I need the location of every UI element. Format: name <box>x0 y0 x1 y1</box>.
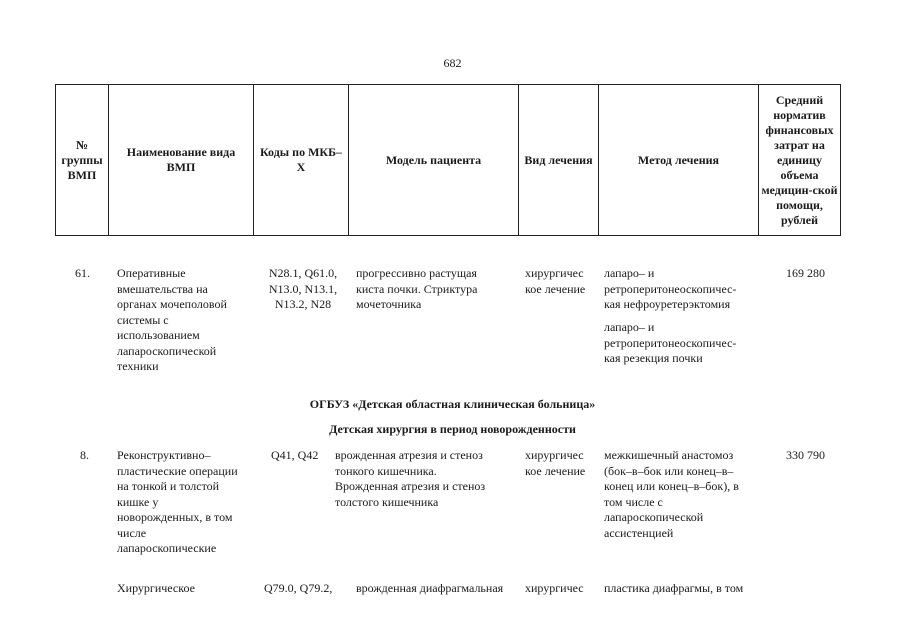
subsection-title: Детская хирургия в период новорожденности <box>329 422 576 436</box>
section-title: ОГБУЗ «Детская областная клиническая больница» <box>309 397 596 411</box>
row-average-cost: 330 790 <box>786 448 825 462</box>
header-treatment-type: Вид лечения <box>519 85 599 236</box>
row-vmp-name: Реконструктивно– пластические операции на тонкой и толстой кишке у новорожденных, в том числе лапароскопические <box>117 448 238 555</box>
row-vmp-name: Хирургическое <box>117 581 195 595</box>
row-treatment-type: хирургичес кое лечение <box>525 448 586 478</box>
row-treatment-method: межкишечный анастомоз (бок–в–бок или конец–в– конец или конец–в–бок), в том числе с лапароскопической ассистенцией <box>604 448 739 540</box>
row-mkb-codes: N28.1, Q61.0, N13.0, N13.1, N13.2, N28 <box>268 266 338 311</box>
row-treatment-type: хирургичес кое лечение <box>525 266 586 296</box>
row-treatment-type: хирургичес <box>525 581 584 595</box>
header-patient-model: Модель пациента <box>349 85 519 236</box>
header-group-number: № группы ВМП <box>56 85 109 236</box>
table-header <box>55 84 841 236</box>
row-average-cost: 169 280 <box>786 266 825 280</box>
row-treatment-method: лапаро– и ретроперитонеоскопичес- кая резекция почки <box>604 320 737 365</box>
header-treatment-method: Метод лечения <box>599 85 759 236</box>
row-vmp-name: Оперативные вмешательства на органах мочеполовой системы с использованием лапароскопической техники <box>117 266 227 373</box>
row-treatment-method: пластика диафрагмы, в том <box>604 581 744 595</box>
row-mkb-codes: Q79.0, Q79.2, <box>264 581 333 595</box>
row-patient-model: врожденная диафрагмальная <box>356 581 504 595</box>
header-vmp-name: Наименование вида ВМП <box>109 85 254 236</box>
page-number: 682 <box>443 56 462 70</box>
header-mkb-codes: Коды по МКБ–X <box>254 85 349 236</box>
row-treatment-method: лапаро– и ретроперитонеоскопичес- кая нефроуретерэктомия <box>604 266 737 311</box>
row-group-number: 61. <box>75 266 90 280</box>
header-average-cost: Средний норматив финансовых затрат на единицу объема медицин-ской помощи, рублей <box>759 85 841 236</box>
row-group-number: 8. <box>80 448 89 462</box>
row-patient-model: врожденная атрезия и стеноз тонкого кишечника. Врожденная атрезия и стеноз толстого кишечника <box>335 448 486 509</box>
row-mkb-codes: Q41, Q42 <box>271 448 319 462</box>
row-patient-model: прогрессивно растущая киста почки. Стриктура мочеточника <box>356 266 478 311</box>
